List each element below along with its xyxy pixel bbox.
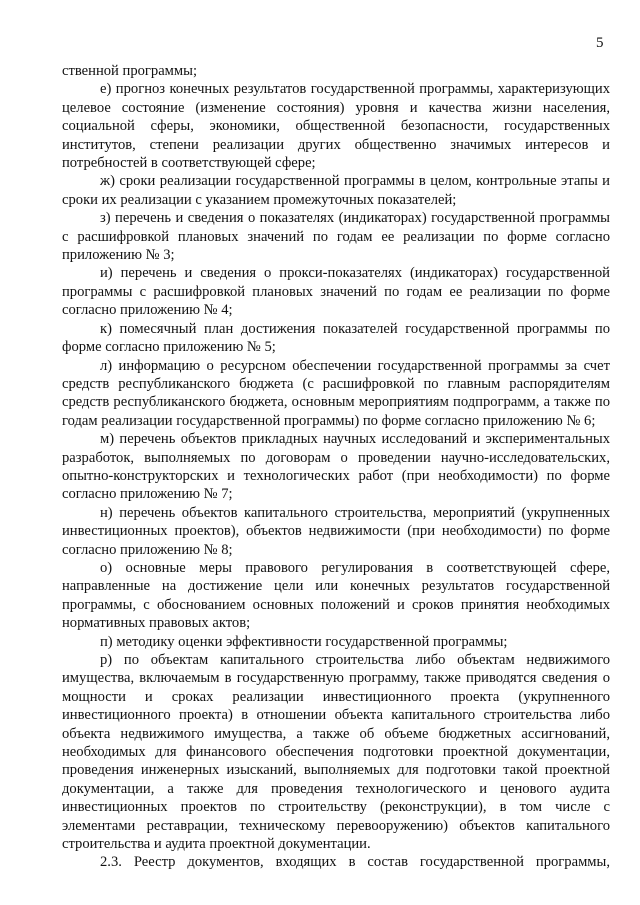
paragraph-item-i: и) перечень и сведения о прокси-показателях (индикаторах) государственной программы с расшифровкой плановых значений по годам ее реализации по форме согласно приложению № 4; [62, 265, 610, 319]
paragraph-item-n: н) перечень объектов капитального строительства, мероприятий (укрупненных инвестиционных проектов), объектов недвижимости (при необходимости) по форме согласно приложению № 8; [62, 504, 610, 558]
paragraph-item-e: е) прогноз конечных результатов государственной программы, характеризующих целевое состояние (изменение состояния) уровня и качества жизни населения, социальной сферы, экономики, общественной безопасности, государственных институтов, степени реализации других общественно значимых интересов и потребностей в соответствующей сфере; [62, 81, 610, 172]
paragraph-item-o: о) основные меры правового регулирования в соответствующей сфере, направленные на достижение цели или конечных результатов государственной программы, с обоснованием основных положений и сроков принятия необходимых нормативных правовых актов; [62, 559, 610, 632]
paragraph-item-k: к) помесячный план достижения показателей государственной программы по форме согласно приложению № 5; [62, 320, 610, 356]
paragraph-item-m: м) перечень объектов прикладных научных исследований и экспериментальных разработок, выполняемых по договорам о проведении научно-исследовательских, опытно-конструкторских и технологических работ (при необходимости) по форме согласно приложению № 7; [62, 431, 610, 503]
document-body [62, 62, 610, 872]
paragraph-item-zh: ж) сроки реализации государственной программы в целом, контрольные этапы и сроки их реализации с указанием промежуточных показателей; [62, 173, 610, 208]
paragraph-continuation: ственной программы; [62, 63, 198, 79]
page-number: 5 [596, 35, 604, 51]
paragraph-item-r: р) по объектам капитального строительства либо объектам недвижимого имущества, включаемым в государственную программу, также приводятся сведения о мощности и сроках реализации инвестиционного проекта (укрупненного инвестиционного проекта) в отношении объекта капитального строительства либо объекта недвижимого имущества, а также об объеме бюджетных ассигнований, необходимых для финансового обеспечения подготовки проектной документации, проведения инженерных изысканий, выполняемых для подготовки такой проектной документации, а также для проведения технологического и ценового аудита инвестиционных проектов по строительству (реконструкции), в том числе с элементами реставрации, техническому перевооружению) объектов капитального строительства и аудита проектной документации. [62, 652, 610, 853]
paragraph-item-z: з) перечень и сведения о показателях (индикаторах) государственной программы с расшифровкой плановых значений по годам ее реализации по форме согласно приложению № 3; [62, 210, 610, 264]
paragraph-section-2-3: 2.3. Реестр документов, входящих в состав государственной программы, [100, 854, 610, 871]
paragraph-item-l: л) информацию о ресурсном обеспечении государственной программы за счет средств республиканского бюджета (с расшифровкой по главным распорядителям средств республиканского бюджета, основным мероприятиям подпрограмм, а также по годам реализации государственной программы) по форме согласно приложению № 6; [62, 357, 610, 429]
paragraph-item-p: п) методику оценки эффективности государственной программы; [100, 633, 508, 650]
